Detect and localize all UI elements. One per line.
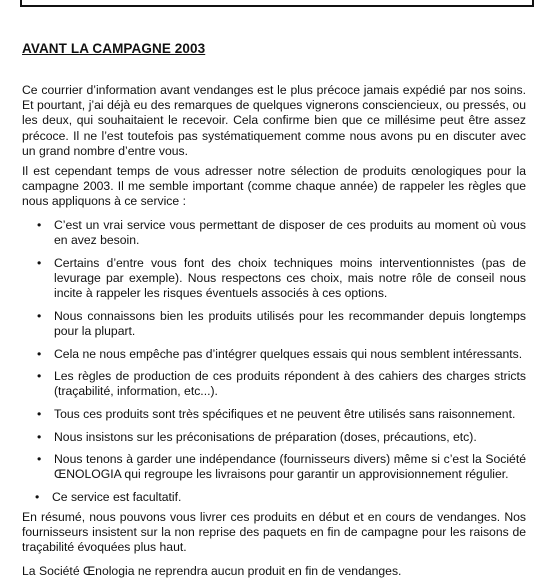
intro-paragraph: Ce courrier d’information avant vendanges est le plus précoce jamais expédié par nos soins. Et pourtant, j’ai déjà eu des remarques de quelques vignerons consciencieux, ou pressés, ou les deux, qui souhaitaient le recevoir. Cela confirme bien que ce millésime peut être assez précoce. Il ne l’est toutefois pas systématiquement comme nous avons pu en discuter avec un grand nombre d’entre vous. <box>22 83 526 158</box>
list-item-text: Tous ces produits sont très spécifiques et ne peuvent être utilisés sans raisonnement. <box>54 406 516 421</box>
top-frame-border <box>20 0 534 7</box>
list-item <box>22 407 526 422</box>
list-item-text: Certains d’entre vous font des choix techniques moins interventionnistes (pas de levurage par exemple). Nous respectons ces choix, mais notre rôle de conseil nous incite à rappeler les risques éventuels associés à ces options. <box>54 255 526 301</box>
list-item <box>22 309 526 339</box>
bullet-icon: • <box>37 218 42 232</box>
rules-list <box>22 218 526 513</box>
list-item-text: C’est un vrai service vous permettant de disposer de ces produits au moment où vous en avez besoin. <box>54 218 526 248</box>
list-item-text: Les règles de production de ces produits répondent à des cahiers des charges stricts (traçabilité, information, etc...). <box>54 369 526 399</box>
bullet-icon: • <box>37 429 42 444</box>
list-item <box>22 347 526 362</box>
cutoff-paragraph: La Société Œnologia ne reprendra aucun produit en fin de vendanges. <box>22 564 402 578</box>
bullet-icon: • <box>37 406 42 421</box>
section-heading: AVANT LA CAMPAGNE 2003 <box>22 41 206 56</box>
list-item <box>22 490 526 505</box>
list-item-text: Ce service est facultatif. <box>52 489 182 504</box>
list-item-text: Nous connaissons bien les produits utilisés pour les recommander depuis longtemps pour la plupart. <box>54 308 526 338</box>
bullet-icon: • <box>37 369 42 384</box>
list-item-text: Nous tenons à garder une indépendance (fournisseurs divers) même si c’est la Société ŒNOLOGIA qui regroupe les livraisons pour garantir un approvisionnement régulier. <box>54 452 526 482</box>
list-item <box>22 369 526 399</box>
list-item <box>22 430 526 445</box>
bullet-icon: • <box>37 308 42 323</box>
list-item-text: Cela ne nous empêche pas d’intégrer quelques essais qui nous semblent intéressants. <box>54 346 523 361</box>
bullet-icon: • <box>37 346 42 361</box>
list-item <box>22 218 526 248</box>
bullet-icon: • <box>37 452 42 467</box>
list-item-text: Nous insistons sur les préconisations de préparation (doses, précautions, etc). <box>54 429 477 444</box>
bullet-icon: • <box>37 255 42 270</box>
bullet-icon: • <box>35 489 40 504</box>
list-item <box>22 452 526 482</box>
selection-paragraph: Il est cependant temps de vous adresser notre sélection de produits œnologiques pour la campagne 2003. Il me semble important (comme chaque année) de rappeler les règles que nous appliquons à ce service : <box>22 164 526 209</box>
list-item <box>22 256 526 302</box>
summary-paragraph: En résumé, nous pouvons vous livrer ces produits en début et en cours de vendanges. Nos fournisseurs insistent sur la non reprise des paquets en fin de campagne pour les raisons de traçabilité évoquées plus haut. <box>22 510 526 555</box>
